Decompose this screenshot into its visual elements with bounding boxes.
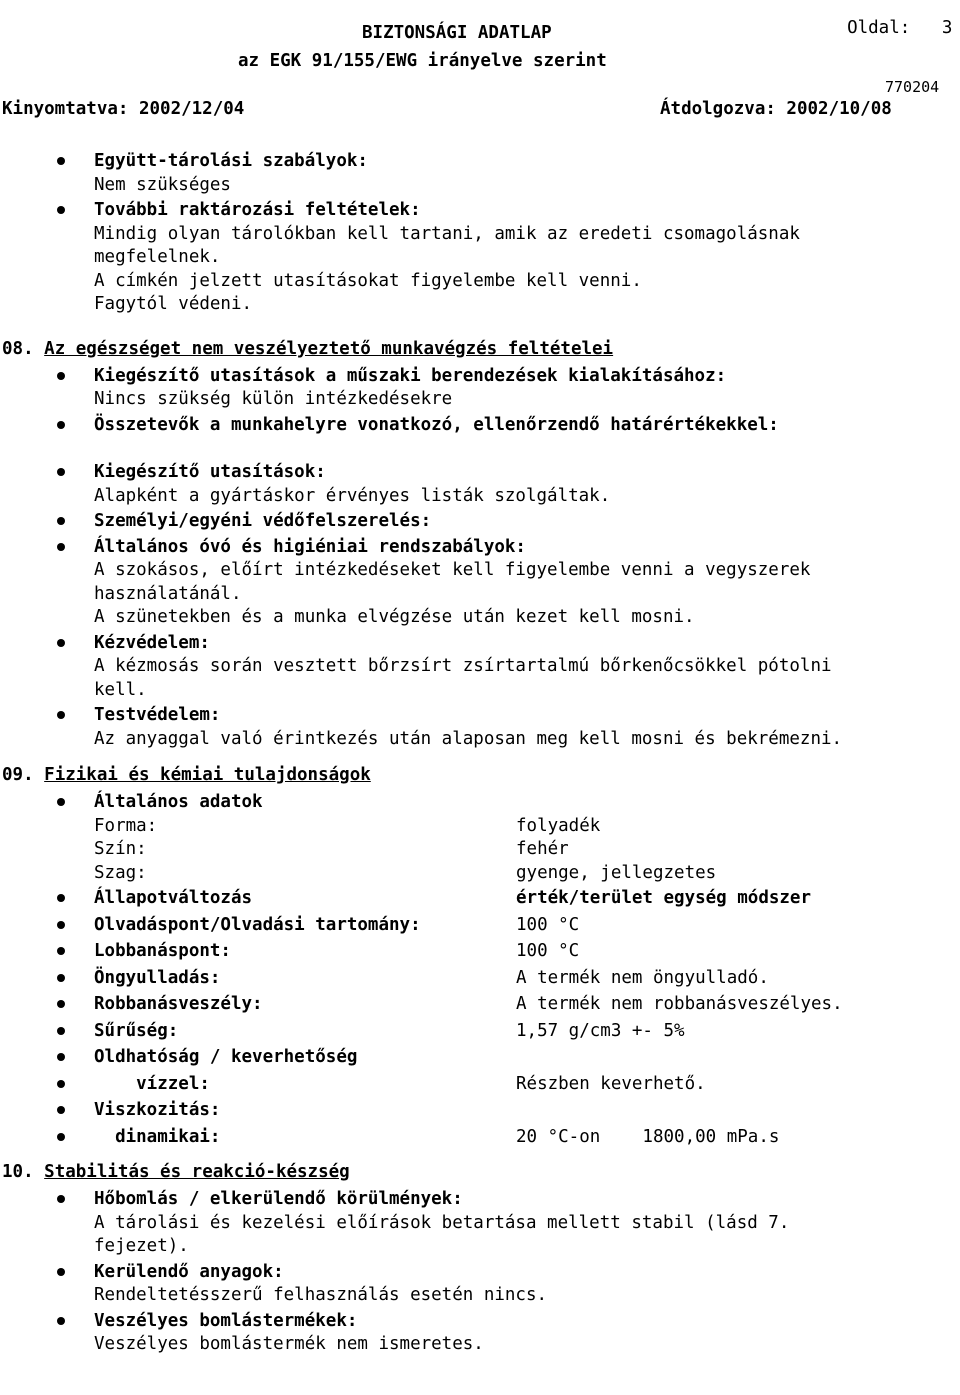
property-label: Állapotváltozás: [94, 888, 253, 908]
item-text: Alapként a gyártáskor érvényes listák szolgáltak.: [94, 485, 611, 506]
property-row: [0, 1124, 960, 1151]
item-label: Személyi/egyéni védőfelszerelés:: [94, 511, 432, 531]
property-value: 20 °C-on 1800,00 mPa.s: [516, 1126, 780, 1147]
printed-date: Kinyomtatva: 2002/12/04: [2, 99, 245, 119]
item-text: Rendeltetésszerű felhasználás esetén nincs.: [94, 1285, 548, 1305]
list-item: [0, 150, 960, 197]
section-number: 09.: [2, 765, 34, 785]
property-row: [0, 938, 960, 965]
property-label: Viszkozitás:: [94, 1100, 221, 1120]
page-label: Oldal:: [847, 17, 911, 38]
property-row: [0, 1097, 960, 1124]
item-label: Veszélyes bomlástermékek:: [94, 1310, 358, 1331]
item-label: Testvédelem:: [94, 705, 221, 725]
property-label: Lobbanáspont:: [94, 941, 231, 961]
list-item: [0, 199, 960, 317]
item-label: További raktározási feltételek:: [94, 200, 421, 220]
list-item: [0, 704, 960, 751]
property-label: Szag:: [94, 862, 147, 883]
document-code: 770204: [885, 78, 940, 96]
section-heading: [0, 1160, 960, 1184]
property-label: Öngyulladás:: [94, 967, 221, 988]
list-item: [0, 461, 960, 508]
item-label: Összetevők a munkahelyre vonatkozó, ellenőrzendő határértékekkel:: [94, 414, 779, 435]
property-value: A termék nem öngyulladó.: [516, 967, 769, 988]
item-text: A tárolási és kezelési előírások betartása mellett stabil (lásd 7. fejezet).: [94, 1212, 790, 1256]
property-value: A termék nem robbanásveszélyes.: [516, 994, 843, 1014]
property-label: Olvadáspont/Olvadási tartomány:: [94, 914, 421, 935]
property-row: [0, 815, 960, 839]
property-label: dinamikai:: [94, 1126, 221, 1147]
property-value: 100 °C: [516, 941, 580, 961]
page-number: 3: [941, 17, 953, 38]
property-row: [0, 862, 960, 886]
document-title: BIZTONSÁGI ADATLAP: [362, 23, 552, 43]
page-number-label: [826, 2, 952, 37]
list-item: [0, 510, 960, 534]
property-value: érték/terület egység módszer: [516, 888, 812, 908]
item-label: Általános adatok: [94, 792, 263, 812]
list-item: [0, 536, 960, 630]
property-label: Robbanásveszély:: [94, 994, 263, 1014]
property-value: gyenge, jellegzetes: [516, 862, 717, 883]
property-value: fehér: [516, 839, 569, 859]
item-text: Veszélyes bomlástermék nem ismeretes.: [94, 1334, 484, 1354]
item-label: Hőbomlás / elkerülendő körülmények:: [94, 1189, 463, 1209]
property-row: [0, 838, 960, 862]
property-value: 1,57 g/cm3 +- 5%: [516, 1020, 685, 1041]
property-row: [0, 912, 960, 939]
item-text: A kézmosás során vesztett bőrzsírt zsírtartalmú bőrkenőcsökkel pótolni kell.: [94, 656, 832, 700]
item-label: Kiegészítő utasítások:: [94, 462, 326, 482]
section-title: Az egészséget nem veszélyeztető munkavégzés feltételei: [44, 338, 614, 359]
list-item: [0, 414, 960, 438]
list-item: [0, 1188, 960, 1259]
item-text: Mindig olyan tárolókban kell tartani, amik az eredeti csomagolásnak megfelelnek. A címkén jelzett utasításokat figyelembe kell venni. Fagytól védeni.: [94, 223, 800, 314]
property-row: [0, 885, 960, 912]
property-value: folyadék: [516, 815, 601, 836]
list-item: [0, 791, 960, 815]
item-label: Kiegészítő utasítások a műszaki berendezések kialakításához:: [94, 365, 727, 386]
property-row: [0, 1018, 960, 1045]
section-title: Stabilitás és reakció-készség: [44, 1162, 350, 1182]
section-heading: [0, 763, 960, 787]
item-text: A szokásos, előírt intézkedéseket kell figyelembe venni a vegyszerek használatánál. A szünetekben és a munka elvégzése után kezet kell mosni.: [94, 560, 811, 627]
property-row: [0, 1071, 960, 1098]
item-text: Az anyaggal való érintkezés után alaposan meg kell mosni és bekrémezni.: [94, 728, 843, 749]
section-number: 08.: [2, 338, 34, 359]
property-label: vízzel:: [94, 1073, 210, 1094]
property-row: [0, 965, 960, 992]
list-item: [0, 632, 960, 703]
property-label: Sűrűség:: [94, 1020, 179, 1041]
revised-date: Átdolgozva: 2002/10/08: [660, 99, 892, 119]
document-body: [0, 150, 960, 1357]
spacer: [0, 437, 960, 461]
item-label: Együtt-tárolási szabályok:: [94, 151, 368, 171]
property-label: Forma:: [94, 815, 158, 836]
item-text: Nincs szükség külön intézkedésekre: [94, 389, 453, 409]
item-label: Kézvédelem:: [94, 632, 210, 653]
property-value: 100 °C: [516, 914, 580, 935]
item-label: Kerülendő anyagok:: [94, 1261, 284, 1282]
item-text: Nem szükséges: [94, 174, 231, 195]
property-label: Szín:: [94, 839, 147, 859]
property-value: Részben keverhető.: [516, 1073, 706, 1094]
list-item: [0, 1310, 960, 1357]
section-heading: [0, 337, 960, 361]
document-subtitle: az EGK 91/155/EWG irányelve szerint: [238, 51, 607, 71]
section-number: 10.: [2, 1162, 34, 1182]
property-label: Oldhatóság / keverhetőség: [94, 1047, 358, 1067]
item-label: Általános óvó és higiéniai rendszabályok:: [94, 536, 526, 557]
list-item: [0, 1261, 960, 1308]
list-item: [0, 365, 960, 412]
section-title: Fizikai és kémiai tulajdonságok: [44, 765, 371, 785]
property-row: [0, 1044, 960, 1071]
property-row: [0, 991, 960, 1018]
